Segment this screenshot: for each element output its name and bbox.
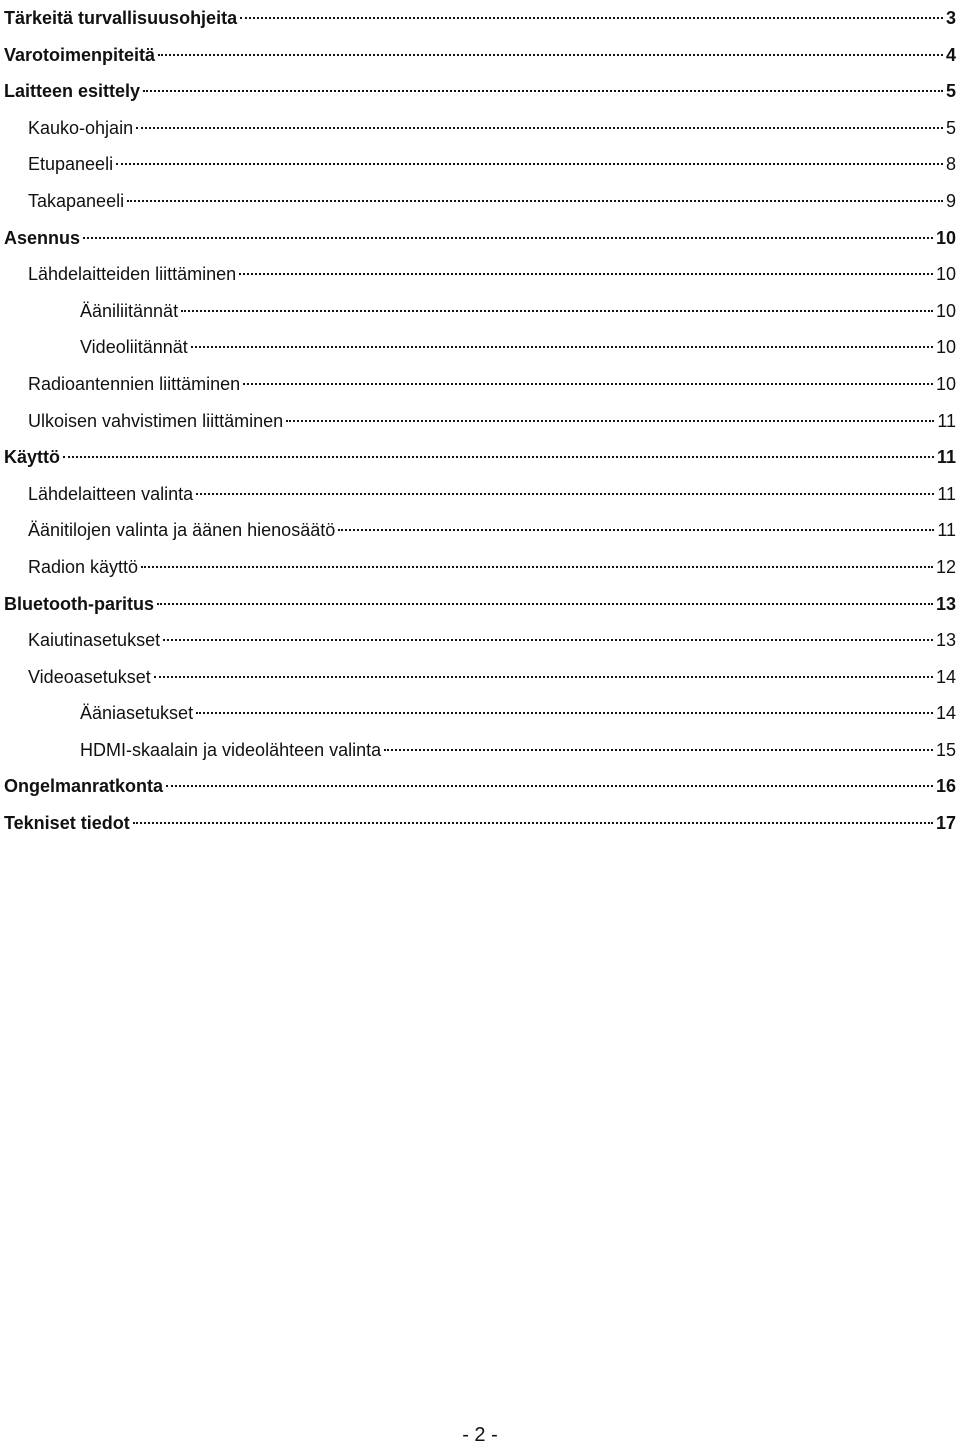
- toc-entry-title: Kauko-ohjain: [28, 117, 134, 138]
- toc-leader: [239, 273, 933, 275]
- toc-entry-page: 14: [935, 666, 956, 687]
- toc-entry-title: Ääniliitännät: [80, 300, 179, 321]
- toc-entry[interactable]: [4, 37, 956, 74]
- toc-entry-page: 11: [937, 520, 956, 541]
- toc-entry-page: 5: [945, 81, 956, 102]
- toc-leader: [338, 529, 934, 531]
- toc-entry-page: 8: [945, 154, 956, 175]
- toc-leader: [83, 237, 933, 239]
- toc-entry-page: 13: [935, 630, 956, 651]
- toc-entry[interactable]: [4, 366, 956, 403]
- toc-entry[interactable]: [4, 146, 956, 183]
- toc-leader: [191, 346, 933, 348]
- toc-entry[interactable]: [4, 768, 956, 805]
- toc-entry[interactable]: [4, 256, 956, 293]
- toc-entry-title: Videoasetukset: [28, 666, 151, 687]
- toc-entry[interactable]: [4, 439, 956, 476]
- toc-entry-title: Tekniset tiedot: [4, 813, 130, 834]
- toc-entry-page: 16: [935, 776, 956, 797]
- toc-entry-page: 17: [935, 813, 956, 834]
- toc-entry-title: Radioantennien liittäminen: [28, 373, 241, 394]
- toc-entry-title: Etupaneeli: [28, 154, 114, 175]
- toc-entry-page: 10: [935, 373, 956, 394]
- toc-entry-title: Ulkoisen vahvistimen liittäminen: [28, 410, 284, 431]
- toc-leader: [116, 163, 943, 165]
- toc-entry[interactable]: [4, 220, 956, 257]
- toc-entry-page: 15: [935, 739, 956, 760]
- toc-entry-title: Takapaneeli: [28, 190, 125, 211]
- toc-entry-page: 5: [945, 117, 956, 138]
- toc-entry[interactable]: [4, 110, 956, 147]
- toc-leader: [127, 200, 943, 202]
- toc-entry-page: 14: [935, 703, 956, 724]
- toc-leader: [243, 383, 933, 385]
- toc-leader: [157, 603, 933, 605]
- toc-leader: [154, 676, 933, 678]
- toc-leader: [143, 90, 943, 92]
- toc-entry-page: 4: [945, 44, 956, 65]
- toc-entry-title: Lähdelaitteen valinta: [28, 483, 194, 504]
- toc-entry-title: Videoliitännät: [80, 337, 188, 358]
- toc-entry[interactable]: [4, 293, 956, 330]
- toc-entry[interactable]: [4, 586, 956, 623]
- toc-entry[interactable]: [4, 732, 956, 769]
- toc-entry[interactable]: [4, 329, 956, 366]
- toc-entry-page: 11: [937, 410, 956, 431]
- toc-entry-page: 3: [945, 8, 956, 28]
- toc-entry-title: Tärkeitä turvallisuusohjeita: [4, 8, 238, 28]
- toc-entry-title: HDMI-skaalain ja videolähteen valinta: [80, 739, 382, 760]
- toc-entry-page: 12: [935, 556, 956, 577]
- page-number: - 2 -: [462, 1424, 498, 1446]
- toc-leader: [181, 310, 933, 312]
- toc-entry[interactable]: [4, 403, 956, 440]
- toc-entry-title: Käyttö: [4, 447, 61, 468]
- toc-leader: [196, 493, 934, 495]
- toc-entry-title: Kaiutinasetukset: [28, 630, 161, 651]
- toc-leader: [240, 17, 943, 19]
- toc-entry-page: 9: [945, 190, 956, 211]
- toc-entry-page: 11: [937, 483, 956, 504]
- toc-entry-page: 10: [935, 264, 956, 285]
- toc-leader: [163, 639, 933, 641]
- toc-leader: [158, 54, 943, 56]
- toc-entry-title: Ongelmanratkonta: [4, 776, 164, 797]
- toc-leader: [141, 566, 933, 568]
- toc-leader: [286, 420, 934, 422]
- toc-entry-page: 10: [935, 337, 956, 358]
- toc-entry[interactable]: [4, 476, 956, 513]
- toc-entry-title: Radion käyttö: [28, 556, 139, 577]
- toc-entry-page: 10: [935, 227, 956, 248]
- toc-entry-title: Varotoimenpiteitä: [4, 44, 156, 65]
- toc-entry[interactable]: [4, 73, 956, 110]
- toc-leader: [63, 456, 934, 458]
- toc-entry[interactable]: [4, 0, 956, 37]
- toc-leader: [136, 127, 943, 129]
- toc-entry-title: Ääniasetukset: [80, 703, 194, 724]
- toc-entry[interactable]: [4, 695, 956, 732]
- toc-entry[interactable]: [4, 549, 956, 586]
- toc-entry-page: 11: [936, 447, 956, 468]
- toc-entry-page: 10: [935, 300, 956, 321]
- toc-leader: [166, 785, 933, 787]
- table-of-contents: [4, 0, 956, 842]
- toc-entry-title: Lähdelaitteiden liittäminen: [28, 264, 237, 285]
- toc-entry-title: Bluetooth-paritus: [4, 593, 154, 614]
- toc-entry-title: Asennus: [4, 227, 81, 248]
- toc-leader: [196, 712, 933, 714]
- toc-entry[interactable]: [4, 622, 956, 659]
- toc-entry[interactable]: [4, 183, 956, 220]
- toc-leader: [133, 822, 933, 824]
- toc-entry[interactable]: [4, 512, 956, 549]
- toc-entry[interactable]: [4, 805, 956, 842]
- toc-entry-title: Laitteen esittely: [4, 81, 141, 102]
- toc-entry[interactable]: [4, 659, 956, 696]
- toc-leader: [384, 749, 933, 751]
- toc-entry-title: Äänitilojen valinta ja äänen hienosäätö: [28, 520, 336, 541]
- toc-entry-page: 13: [935, 593, 956, 614]
